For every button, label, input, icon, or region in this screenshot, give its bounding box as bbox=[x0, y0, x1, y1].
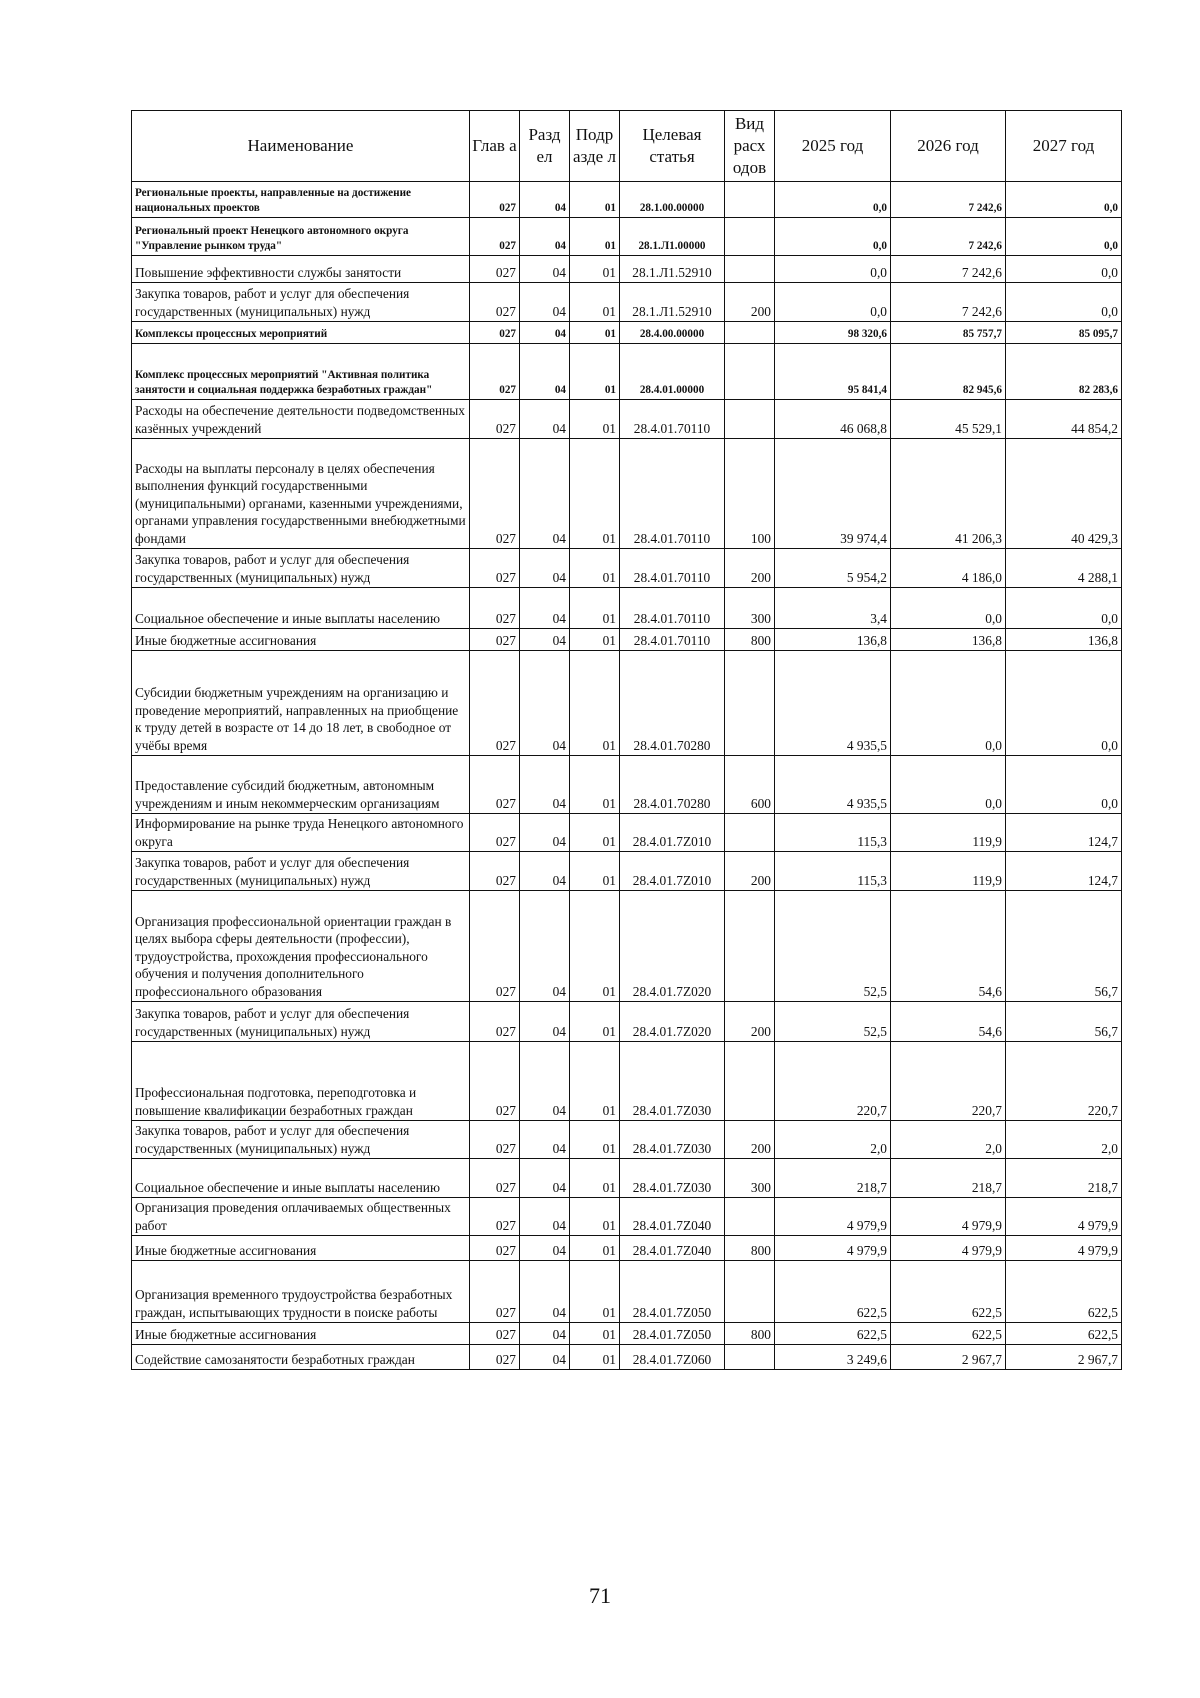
cell-2027: 622,5 bbox=[1006, 1323, 1122, 1345]
cell-name: Закупка товаров, работ и услуг для обеспечения государственных (муниципальных) нужд bbox=[132, 852, 470, 891]
cell-razdel: 04 bbox=[520, 1002, 570, 1042]
cell-glava: 027 bbox=[470, 852, 520, 891]
table-row bbox=[132, 1159, 1122, 1198]
cell-2025: 0,0 bbox=[775, 182, 891, 218]
cell-2027: 0,0 bbox=[1006, 283, 1122, 322]
cell-2027: 0,0 bbox=[1006, 182, 1122, 218]
cell-vid: 600 bbox=[725, 756, 775, 814]
cell-2026: 0,0 bbox=[891, 588, 1006, 629]
cell-glava: 027 bbox=[470, 651, 520, 756]
table-row bbox=[132, 814, 1122, 852]
cell-target: 28.4.01.70110 bbox=[620, 588, 725, 629]
cell-podrazdel: 01 bbox=[570, 283, 620, 322]
cell-podrazdel: 01 bbox=[570, 1002, 620, 1042]
cell-2026: 119,9 bbox=[891, 852, 1006, 891]
table-row bbox=[132, 756, 1122, 814]
cell-name: Субсидии бюджетным учреждениям на организацию и проведение мероприятий, направленных на приобщение к труду детей в возрасте от 14 до 18 лет, в свободное от учёбы время bbox=[132, 651, 470, 756]
cell-target: 28.4.01.7Z040 bbox=[620, 1236, 725, 1261]
cell-2027: 136,8 bbox=[1006, 629, 1122, 651]
cell-2026: 220,7 bbox=[891, 1042, 1006, 1121]
header-2025: 2025 год bbox=[775, 111, 891, 182]
cell-podrazdel: 01 bbox=[570, 1261, 620, 1323]
cell-name: Организация профессиональной ориентации граждан в целях выбора сферы деятельности (профессии), трудоустройства, прохождения профессионального обучения и получения дополнительного профессионального образования bbox=[132, 891, 470, 1002]
budget-table bbox=[131, 110, 1122, 1370]
cell-glava: 027 bbox=[470, 439, 520, 549]
cell-podrazdel: 01 bbox=[570, 1323, 620, 1345]
table-row bbox=[132, 344, 1122, 400]
cell-target: 28.1.Л1.52910 bbox=[620, 256, 725, 283]
cell-podrazdel: 01 bbox=[570, 651, 620, 756]
cell-glava: 027 bbox=[470, 1159, 520, 1198]
cell-podrazdel: 01 bbox=[570, 1159, 620, 1198]
cell-vid: 200 bbox=[725, 549, 775, 588]
cell-vid: 100 bbox=[725, 439, 775, 549]
cell-name: Иные бюджетные ассигнования bbox=[132, 1236, 470, 1261]
cell-podrazdel: 01 bbox=[570, 756, 620, 814]
cell-2027: 56,7 bbox=[1006, 1002, 1122, 1042]
cell-glava: 027 bbox=[470, 549, 520, 588]
table-row bbox=[132, 1121, 1122, 1159]
table-row bbox=[132, 651, 1122, 756]
cell-2027: 220,7 bbox=[1006, 1042, 1122, 1121]
cell-target: 28.4.01.70110 bbox=[620, 439, 725, 549]
cell-2025: 136,8 bbox=[775, 629, 891, 651]
cell-target: 28.4.01.00000 bbox=[620, 344, 725, 400]
cell-vid bbox=[725, 1345, 775, 1370]
cell-2026: 2,0 bbox=[891, 1121, 1006, 1159]
cell-vid bbox=[725, 182, 775, 218]
cell-2025: 39 974,4 bbox=[775, 439, 891, 549]
cell-glava: 027 bbox=[470, 629, 520, 651]
table-row bbox=[132, 852, 1122, 891]
header-podrazdel: Подр азде л bbox=[570, 111, 620, 182]
cell-2025: 0,0 bbox=[775, 256, 891, 283]
cell-2025: 115,3 bbox=[775, 852, 891, 891]
table-row bbox=[132, 218, 1122, 256]
cell-razdel: 04 bbox=[520, 852, 570, 891]
cell-vid bbox=[725, 891, 775, 1002]
cell-name: Социальное обеспечение и иные выплаты населению bbox=[132, 588, 470, 629]
cell-2025: 3 249,6 bbox=[775, 1345, 891, 1370]
cell-podrazdel: 01 bbox=[570, 1236, 620, 1261]
cell-2027: 124,7 bbox=[1006, 852, 1122, 891]
cell-2025: 4 979,9 bbox=[775, 1198, 891, 1236]
cell-2025: 2,0 bbox=[775, 1121, 891, 1159]
cell-target: 28.4.01.7Z030 bbox=[620, 1121, 725, 1159]
cell-podrazdel: 01 bbox=[570, 218, 620, 256]
table-body bbox=[132, 182, 1122, 1370]
cell-razdel: 04 bbox=[520, 1042, 570, 1121]
cell-target: 28.1.00.00000 bbox=[620, 182, 725, 218]
cell-target: 28.4.01.70280 bbox=[620, 651, 725, 756]
cell-vid bbox=[725, 651, 775, 756]
header-2027: 2027 год bbox=[1006, 111, 1122, 182]
cell-glava: 027 bbox=[470, 1121, 520, 1159]
cell-glava: 027 bbox=[470, 814, 520, 852]
cell-2025: 4 935,5 bbox=[775, 651, 891, 756]
cell-vid: 200 bbox=[725, 283, 775, 322]
cell-podrazdel: 01 bbox=[570, 814, 620, 852]
cell-2025: 622,5 bbox=[775, 1323, 891, 1345]
cell-razdel: 04 bbox=[520, 322, 570, 344]
cell-2025: 3,4 bbox=[775, 588, 891, 629]
cell-podrazdel: 01 bbox=[570, 549, 620, 588]
cell-podrazdel: 01 bbox=[570, 439, 620, 549]
cell-razdel: 04 bbox=[520, 756, 570, 814]
cell-glava: 027 bbox=[470, 891, 520, 1002]
cell-podrazdel: 01 bbox=[570, 256, 620, 283]
cell-razdel: 04 bbox=[520, 182, 570, 218]
cell-vid: 200 bbox=[725, 1121, 775, 1159]
cell-name: Закупка товаров, работ и услуг для обеспечения государственных (муниципальных) нужд bbox=[132, 1002, 470, 1042]
cell-2026: 45 529,1 bbox=[891, 400, 1006, 439]
cell-podrazdel: 01 bbox=[570, 344, 620, 400]
cell-name: Повышение эффективности службы занятости bbox=[132, 256, 470, 283]
table-row bbox=[132, 400, 1122, 439]
cell-name: Социальное обеспечение и иные выплаты населению bbox=[132, 1159, 470, 1198]
cell-name: Комплексы процессных мероприятий bbox=[132, 322, 470, 344]
cell-2025: 98 320,6 bbox=[775, 322, 891, 344]
cell-2027: 622,5 bbox=[1006, 1261, 1122, 1323]
cell-2026: 119,9 bbox=[891, 814, 1006, 852]
cell-razdel: 04 bbox=[520, 891, 570, 1002]
cell-target: 28.4.01.70110 bbox=[620, 549, 725, 588]
cell-vid bbox=[725, 400, 775, 439]
cell-glava: 027 bbox=[470, 218, 520, 256]
cell-vid: 200 bbox=[725, 852, 775, 891]
cell-vid bbox=[725, 256, 775, 283]
cell-razdel: 04 bbox=[520, 283, 570, 322]
cell-2025: 52,5 bbox=[775, 891, 891, 1002]
cell-razdel: 04 bbox=[520, 1159, 570, 1198]
cell-name: Информирование на рынке труда Ненецкого автономного округа bbox=[132, 814, 470, 852]
cell-2026: 85 757,7 bbox=[891, 322, 1006, 344]
cell-2027: 2 967,7 bbox=[1006, 1345, 1122, 1370]
cell-target: 28.4.01.7Z020 bbox=[620, 891, 725, 1002]
cell-glava: 027 bbox=[470, 588, 520, 629]
cell-2027: 0,0 bbox=[1006, 218, 1122, 256]
cell-podrazdel: 01 bbox=[570, 1121, 620, 1159]
cell-vid: 300 bbox=[725, 588, 775, 629]
cell-glava: 027 bbox=[470, 1042, 520, 1121]
cell-target: 28.4.01.7Z040 bbox=[620, 1198, 725, 1236]
table-row bbox=[132, 439, 1122, 549]
cell-2027: 85 095,7 bbox=[1006, 322, 1122, 344]
cell-target: 28.1.Л1.52910 bbox=[620, 283, 725, 322]
cell-2026: 0,0 bbox=[891, 756, 1006, 814]
cell-target: 28.4.01.7Z060 bbox=[620, 1345, 725, 1370]
cell-2026: 622,5 bbox=[891, 1261, 1006, 1323]
cell-glava: 027 bbox=[470, 400, 520, 439]
header-2026: 2026 год bbox=[891, 111, 1006, 182]
cell-2025: 622,5 bbox=[775, 1261, 891, 1323]
cell-target: 28.4.01.7Z030 bbox=[620, 1042, 725, 1121]
cell-vid bbox=[725, 322, 775, 344]
cell-2027: 82 283,6 bbox=[1006, 344, 1122, 400]
cell-target: 28.1.Л1.00000 bbox=[620, 218, 725, 256]
cell-glava: 027 bbox=[470, 1323, 520, 1345]
cell-2027: 0,0 bbox=[1006, 756, 1122, 814]
cell-2027: 2,0 bbox=[1006, 1121, 1122, 1159]
cell-2026: 4 979,9 bbox=[891, 1198, 1006, 1236]
cell-2025: 95 841,4 bbox=[775, 344, 891, 400]
cell-name: Организация временного трудоустройства безработных граждан, испытывающих трудности в поиске работы bbox=[132, 1261, 470, 1323]
cell-razdel: 04 bbox=[520, 1121, 570, 1159]
cell-target: 28.4.01.70110 bbox=[620, 400, 725, 439]
cell-name: Комплекс процессных мероприятий "Активная политика занятости и социальная поддержка безработных граждан" bbox=[132, 344, 470, 400]
cell-2026: 622,5 bbox=[891, 1323, 1006, 1345]
cell-razdel: 04 bbox=[520, 1345, 570, 1370]
table-row bbox=[132, 1345, 1122, 1370]
cell-vid bbox=[725, 218, 775, 256]
cell-2027: 0,0 bbox=[1006, 256, 1122, 283]
cell-2025: 115,3 bbox=[775, 814, 891, 852]
cell-podrazdel: 01 bbox=[570, 182, 620, 218]
cell-2027: 124,7 bbox=[1006, 814, 1122, 852]
cell-2027: 0,0 bbox=[1006, 651, 1122, 756]
cell-vid bbox=[725, 1198, 775, 1236]
cell-name: Закупка товаров, работ и услуг для обеспечения государственных (муниципальных) нужд bbox=[132, 1121, 470, 1159]
table-row bbox=[132, 1002, 1122, 1042]
cell-2027: 4 979,9 bbox=[1006, 1236, 1122, 1261]
header-vid: Вид расх одов bbox=[725, 111, 775, 182]
cell-2025: 0,0 bbox=[775, 283, 891, 322]
cell-razdel: 04 bbox=[520, 1198, 570, 1236]
cell-razdel: 04 bbox=[520, 344, 570, 400]
cell-glava: 027 bbox=[470, 1002, 520, 1042]
cell-target: 28.4.01.7Z020 bbox=[620, 1002, 725, 1042]
cell-podrazdel: 01 bbox=[570, 629, 620, 651]
cell-razdel: 04 bbox=[520, 629, 570, 651]
cell-vid bbox=[725, 1261, 775, 1323]
cell-2027: 56,7 bbox=[1006, 891, 1122, 1002]
table-row bbox=[132, 182, 1122, 218]
cell-glava: 027 bbox=[470, 256, 520, 283]
cell-2026: 82 945,6 bbox=[891, 344, 1006, 400]
cell-name: Иные бюджетные ассигнования bbox=[132, 629, 470, 651]
cell-name: Закупка товаров, работ и услуг для обеспечения государственных (муниципальных) нужд bbox=[132, 283, 470, 322]
cell-2026: 218,7 bbox=[891, 1159, 1006, 1198]
cell-2026: 2 967,7 bbox=[891, 1345, 1006, 1370]
table-row bbox=[132, 1261, 1122, 1323]
cell-razdel: 04 bbox=[520, 218, 570, 256]
cell-2025: 4 935,5 bbox=[775, 756, 891, 814]
cell-vid bbox=[725, 1042, 775, 1121]
cell-vid bbox=[725, 344, 775, 400]
cell-target: 28.4.01.7Z010 bbox=[620, 814, 725, 852]
cell-glava: 027 bbox=[470, 1261, 520, 1323]
cell-2025: 4 979,9 bbox=[775, 1236, 891, 1261]
cell-name: Региональный проект Ненецкого автономного округа "Управление рынком труда" bbox=[132, 218, 470, 256]
cell-2026: 41 206,3 bbox=[891, 439, 1006, 549]
cell-podrazdel: 01 bbox=[570, 322, 620, 344]
cell-target: 28.4.01.7Z010 bbox=[620, 852, 725, 891]
cell-razdel: 04 bbox=[520, 1323, 570, 1345]
cell-glava: 027 bbox=[470, 182, 520, 218]
cell-2026: 7 242,6 bbox=[891, 218, 1006, 256]
cell-2027: 4 979,9 bbox=[1006, 1198, 1122, 1236]
cell-target: 28.4.01.7Z050 bbox=[620, 1323, 725, 1345]
cell-podrazdel: 01 bbox=[570, 891, 620, 1002]
cell-2025: 220,7 bbox=[775, 1042, 891, 1121]
cell-name: Предоставление субсидий бюджетным, автономным учреждениям и иным некоммерческим организациям bbox=[132, 756, 470, 814]
cell-name: Профессиональная подготовка, переподготовка и повышение квалификации безработных граждан bbox=[132, 1042, 470, 1121]
cell-name: Иные бюджетные ассигнования bbox=[132, 1323, 470, 1345]
cell-vid: 200 bbox=[725, 1002, 775, 1042]
cell-vid: 300 bbox=[725, 1159, 775, 1198]
page-number: 71 bbox=[589, 1583, 611, 1608]
cell-glava: 027 bbox=[470, 1236, 520, 1261]
cell-2027: 4 288,1 bbox=[1006, 549, 1122, 588]
table-row bbox=[132, 629, 1122, 651]
cell-name: Расходы на обеспечение деятельности подведомственных казённых учреждений bbox=[132, 400, 470, 439]
cell-2027: 44 854,2 bbox=[1006, 400, 1122, 439]
cell-razdel: 04 bbox=[520, 256, 570, 283]
cell-2026: 136,8 bbox=[891, 629, 1006, 651]
cell-2025: 46 068,8 bbox=[775, 400, 891, 439]
cell-razdel: 04 bbox=[520, 439, 570, 549]
table-row bbox=[132, 1236, 1122, 1261]
cell-podrazdel: 01 bbox=[570, 400, 620, 439]
cell-target: 28.4.01.70110 bbox=[620, 629, 725, 651]
cell-vid: 800 bbox=[725, 1236, 775, 1261]
cell-razdel: 04 bbox=[520, 1261, 570, 1323]
cell-vid: 800 bbox=[725, 629, 775, 651]
cell-name: Региональные проекты, направленные на достижение национальных проектов bbox=[132, 182, 470, 218]
table-row bbox=[132, 549, 1122, 588]
cell-2026: 4 979,9 bbox=[891, 1236, 1006, 1261]
cell-2027: 218,7 bbox=[1006, 1159, 1122, 1198]
cell-target: 28.4.01.7Z030 bbox=[620, 1159, 725, 1198]
cell-name: Закупка товаров, работ и услуг для обеспечения государственных (муниципальных) нужд bbox=[132, 549, 470, 588]
table-row bbox=[132, 283, 1122, 322]
cell-2026: 4 186,0 bbox=[891, 549, 1006, 588]
header-razdel: Разд ел bbox=[520, 111, 570, 182]
cell-2025: 0,0 bbox=[775, 218, 891, 256]
cell-podrazdel: 01 bbox=[570, 1042, 620, 1121]
cell-podrazdel: 01 bbox=[570, 852, 620, 891]
cell-target: 28.4.01.70280 bbox=[620, 756, 725, 814]
cell-2026: 0,0 bbox=[891, 651, 1006, 756]
cell-target: 28.4.00.00000 bbox=[620, 322, 725, 344]
cell-podrazdel: 01 bbox=[570, 1198, 620, 1236]
table-row bbox=[132, 1042, 1122, 1121]
cell-name: Содействие самозанятости безработных граждан bbox=[132, 1345, 470, 1370]
cell-razdel: 04 bbox=[520, 588, 570, 629]
table-row bbox=[132, 1198, 1122, 1236]
table-row bbox=[132, 588, 1122, 629]
cell-razdel: 04 bbox=[520, 549, 570, 588]
cell-vid bbox=[725, 814, 775, 852]
table-row bbox=[132, 322, 1122, 344]
table-row bbox=[132, 1323, 1122, 1345]
cell-razdel: 04 bbox=[520, 1236, 570, 1261]
cell-2026: 54,6 bbox=[891, 1002, 1006, 1042]
cell-razdel: 04 bbox=[520, 651, 570, 756]
cell-2026: 7 242,6 bbox=[891, 283, 1006, 322]
cell-name: Организация проведения оплачиваемых общественных работ bbox=[132, 1198, 470, 1236]
cell-2025: 218,7 bbox=[775, 1159, 891, 1198]
cell-glava: 027 bbox=[470, 1345, 520, 1370]
cell-2025: 52,5 bbox=[775, 1002, 891, 1042]
cell-glava: 027 bbox=[470, 283, 520, 322]
cell-2025: 5 954,2 bbox=[775, 549, 891, 588]
cell-glava: 027 bbox=[470, 322, 520, 344]
header-name: Наименование bbox=[132, 111, 470, 182]
cell-razdel: 04 bbox=[520, 814, 570, 852]
cell-glava: 027 bbox=[470, 344, 520, 400]
cell-2026: 54,6 bbox=[891, 891, 1006, 1002]
cell-2027: 40 429,3 bbox=[1006, 439, 1122, 549]
cell-razdel: 04 bbox=[520, 400, 570, 439]
header-target: Целевая статья bbox=[620, 111, 725, 182]
cell-2027: 0,0 bbox=[1006, 588, 1122, 629]
table-header-row bbox=[132, 111, 1122, 182]
cell-target: 28.4.01.7Z050 bbox=[620, 1261, 725, 1323]
table-row bbox=[132, 256, 1122, 283]
cell-2026: 7 242,6 bbox=[891, 182, 1006, 218]
cell-glava: 027 bbox=[470, 756, 520, 814]
table-row bbox=[132, 891, 1122, 1002]
cell-name: Расходы на выплаты персоналу в целях обеспечения выполнения функций государственными (муниципальными) органами, казенными учреждениями, органами управления государственными внебюджетными фондами bbox=[132, 439, 470, 549]
budget-table-container bbox=[131, 110, 1121, 1370]
header-glava: Глав а bbox=[470, 111, 520, 182]
cell-podrazdel: 01 bbox=[570, 588, 620, 629]
cell-glava: 027 bbox=[470, 1198, 520, 1236]
cell-2026: 7 242,6 bbox=[891, 256, 1006, 283]
cell-podrazdel: 01 bbox=[570, 1345, 620, 1370]
cell-vid: 800 bbox=[725, 1323, 775, 1345]
